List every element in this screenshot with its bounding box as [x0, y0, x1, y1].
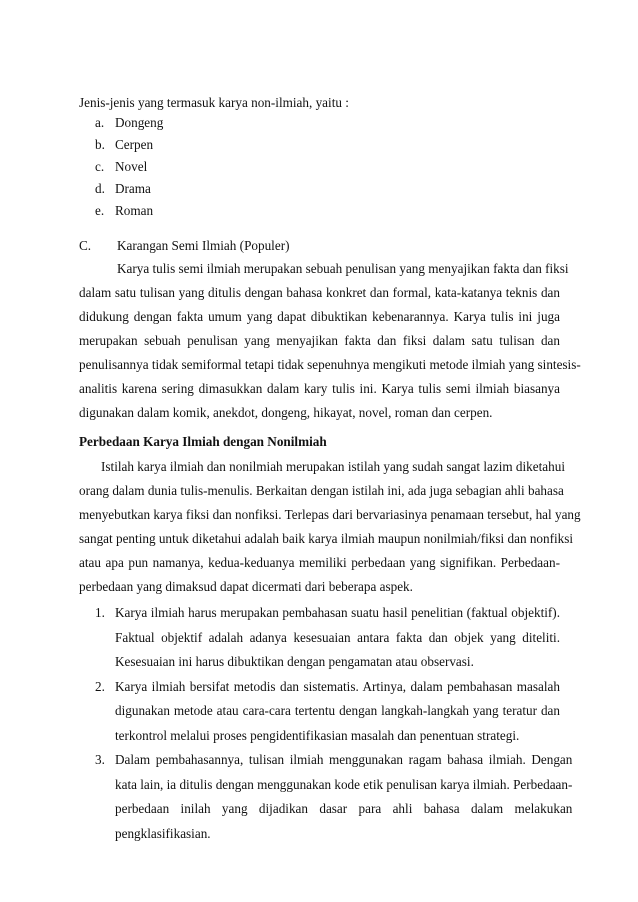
list-marker: a.: [95, 115, 105, 130]
list-item: [95, 134, 163, 156]
list-marker: 3.: [95, 752, 105, 767]
section-marker: C.: [79, 238, 92, 253]
list-item-line: Faktual objektif adalah adanya kesesuaian antara fakta dan objek yang diteliti.: [115, 629, 560, 645]
paragraph-line: orang dalam dunia tulis-menulis. Berkaitan dengan istilah ini, ada juga sebagian ahli bahasa: [79, 483, 564, 498]
section-heading-perbedaan: Perbedaan Karya Ilmiah dengan Nonilmiah: [79, 434, 327, 449]
list-marker: c.: [95, 159, 105, 174]
list-item-line: Dalam pembahasannya, tulisan ilmiah menggunakan ragam bahasa ilmiah. Dengan: [115, 752, 573, 767]
differences-list: [95, 601, 573, 846]
paragraph-line: perbedaan yang dimaksud dapat dicermati dari beberapa aspek.: [79, 579, 413, 594]
paragraph-line: digunakan dalam komik, anekdot, dongeng, hikayat, novel, roman dan cerpen.: [79, 405, 493, 420]
paragraph-line: penulisannya tidak semiformal tetapi tidak sepenuhnya mengikuti metode ilmiah yang sintesis-: [79, 357, 581, 372]
list-item: [95, 156, 163, 178]
section-title: Karangan Semi Ilmiah (Populer): [117, 238, 290, 253]
paragraph-line: menyebutkan karya fiksi dan nonfiksi. Terlepas dari bervariasinya penamaan tersebut, hal yang: [79, 507, 581, 522]
paragraph-line: didukung dengan fakta umum yang dapat dibuktikan kebenarannya. Karya tulis ini juga: [79, 309, 560, 324]
list-item: [95, 601, 560, 675]
list-item-text: Drama: [115, 181, 151, 196]
paragraph-line: atau apa pun namanya, kedua-keduanya memiliki perbedaan yang signifikan. Perbedaan-: [79, 555, 560, 570]
list-item-text: Novel: [115, 159, 148, 174]
list-item: [95, 748, 573, 846]
list-item-line: pengklasifikasian.: [115, 825, 211, 841]
list-item: [95, 200, 163, 222]
list-item-text: [115, 748, 572, 846]
list-item-text: [115, 675, 560, 749]
list-item-text: Dongeng: [115, 115, 164, 130]
list-item-text: Cerpen: [115, 137, 154, 152]
list-item-line: terkontrol melalui proses pengidentifikasian masalah dan penentuan strategi.: [115, 727, 520, 743]
list-marker: d.: [95, 181, 105, 196]
perbedaan-paragraph: [79, 455, 581, 599]
list-marker: 1.: [95, 605, 105, 620]
paragraph-line: Karya tulis semi ilmiah merupakan sebuah penulisan yang menyajikan fakta dan fiksi: [117, 261, 569, 276]
paragraph-line: dalam satu tulisan yang ditulis dengan bahasa konkret dan formal, kata-katanya teknis dan: [79, 285, 560, 300]
paragraph-line: Istilah karya ilmiah dan nonilmiah merupakan istilah yang sudah sangat lazim diketahui: [101, 459, 566, 474]
non-scientific-works-list: [95, 112, 163, 222]
list-item: [95, 112, 163, 134]
list-marker: 2.: [95, 678, 105, 694]
list-marker: e.: [95, 203, 105, 218]
list-item-line: Karya ilmiah bersifat metodis dan sistematis. Artinya, dalam pembahasan masalah: [115, 678, 560, 694]
paragraph-line: merupakan sebuah penulisan yang menyajikan fakta dan fiksi dalam satu tulisan dan: [79, 333, 560, 348]
intro-sentence: Jenis-jenis yang termasuk karya non-ilmiah, yaitu :: [79, 95, 349, 110]
list-item-line: perbedaan inilah yang dijadikan dasar para ahli bahasa dalam melakukan: [115, 801, 573, 816]
paragraph-line: sangat penting untuk diketahui adalah baik karya ilmiah maupun nonilmiah/fiksi dan nonfiksi: [79, 531, 574, 546]
list-item: [95, 675, 560, 749]
semi-ilmiah-paragraph: [79, 257, 581, 425]
list-item-text: Roman: [115, 203, 154, 218]
list-item: [95, 178, 163, 200]
section-heading-c: [79, 235, 290, 257]
list-item-line: Kesesuaian ini harus dibuktikan dengan pengamatan atau observasi.: [115, 654, 474, 669]
paragraph-line: analitis karena sering dimasukkan dalam kary tulis ini. Karya tulis semi ilmiah biasanya: [79, 381, 560, 396]
list-item-line: kata lain, ia ditulis dengan menggunakan kode etik penulisan karya ilmiah. Perbedaan-: [115, 776, 573, 792]
list-item-line: digunakan metode atau cara-cara tertentu dengan langkah-langkah yang teratur dan: [115, 703, 560, 718]
list-item-text: [115, 601, 560, 675]
list-item-line: Karya ilmiah harus merupakan pembahasan suatu hasil penelitian (faktual objektif).: [115, 605, 560, 620]
list-marker: b.: [95, 137, 105, 152]
